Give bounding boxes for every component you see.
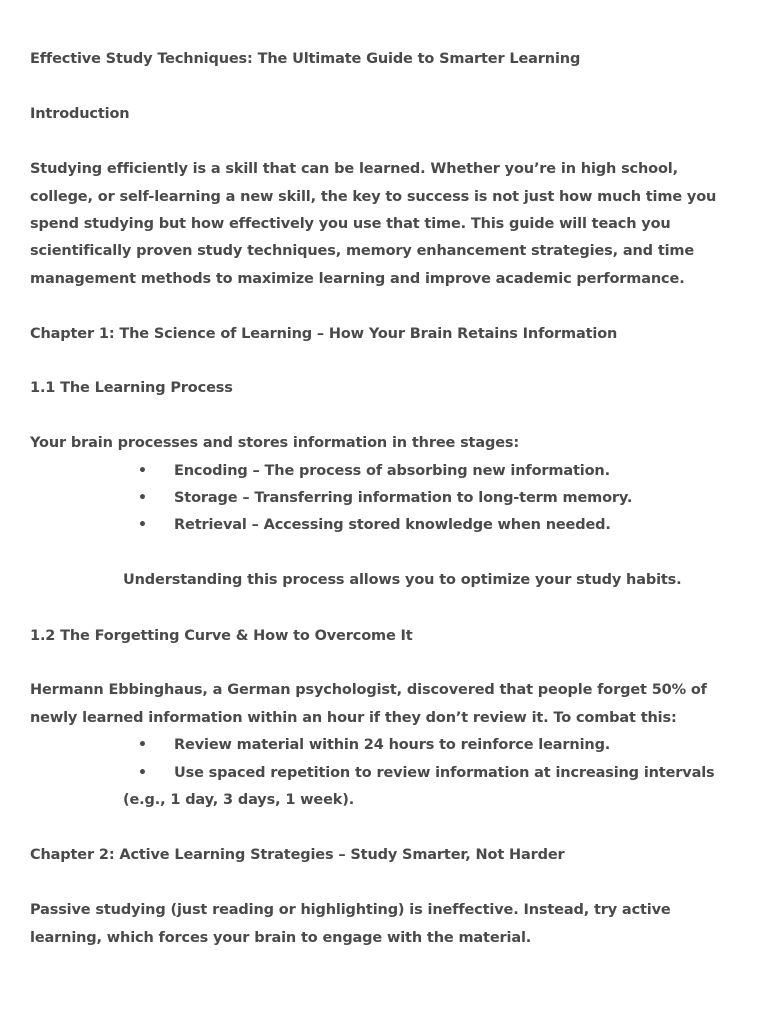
- section-1-1-heading: 1.1 The Learning Process: [30, 380, 233, 396]
- chapter-2-heading: Chapter 2: Active Learning Strategies – Study Smarter, Not Harder: [30, 847, 565, 863]
- document-title: Effective Study Techniques: The Ultimate Guide to Smarter Learning: [30, 51, 581, 67]
- chapter-1-heading: Chapter 1: The Science of Learning – How Your Brain Retains Information: [30, 326, 618, 342]
- bullet-marker: •: [138, 490, 147, 506]
- bullet-marker: •: [138, 765, 147, 781]
- intro-paragraph-line: college, or self-learning a new skill, the key to success is not just how much time you: [30, 189, 717, 205]
- bullet-marker: •: [138, 463, 147, 479]
- intro-paragraph-line: scientifically proven study techniques, memory enhancement strategies, and time: [30, 243, 695, 259]
- intro-paragraph-line: Studying efficiently is a skill that can be learned. Whether you’re in high school,: [30, 161, 678, 177]
- bullet-marker: •: [138, 737, 147, 753]
- chapter-2-paragraph-line: learning, which forces your brain to engage with the material.: [30, 930, 532, 946]
- section-1-2-heading: 1.2 The Forgetting Curve & How to Overcome It: [30, 628, 413, 644]
- intro-paragraph-line: spend studying but how effectively you use that time. This guide will teach you: [30, 216, 671, 232]
- section-1-2-paragraph-line: Hermann Ebbinghaus, a German psychologist, discovered that people forget 50% of: [30, 682, 707, 698]
- combat-item-review: Review material within 24 hours to reinforce learning.: [174, 737, 611, 753]
- intro-paragraph-line: management methods to maximize learning and improve academic performance.: [30, 271, 685, 287]
- chapter-2-paragraph-line: Passive studying (just reading or highlighting) is ineffective. Instead, try active: [30, 902, 671, 918]
- bullet-marker: •: [138, 517, 147, 533]
- section-1-1-lead: Your brain processes and stores information in three stages:: [30, 435, 520, 451]
- stage-item-encoding: Encoding – The process of absorbing new information.: [174, 463, 610, 479]
- stage-item-storage: Storage – Transferring information to long-term memory.: [174, 490, 633, 506]
- section-1-1-closing: Understanding this process allows you to optimize your study habits.: [123, 572, 682, 588]
- combat-item-continuation: (e.g., 1 day, 3 days, 1 week).: [123, 792, 355, 808]
- stage-item-retrieval: Retrieval – Accessing stored knowledge when needed.: [174, 517, 611, 533]
- section-1-2-paragraph-line: newly learned information within an hour if they don’t review it. To combat this:: [30, 710, 677, 726]
- introduction-heading: Introduction: [30, 106, 130, 122]
- combat-item-spaced-repetition: Use spaced repetition to review information at increasing intervals: [174, 765, 715, 781]
